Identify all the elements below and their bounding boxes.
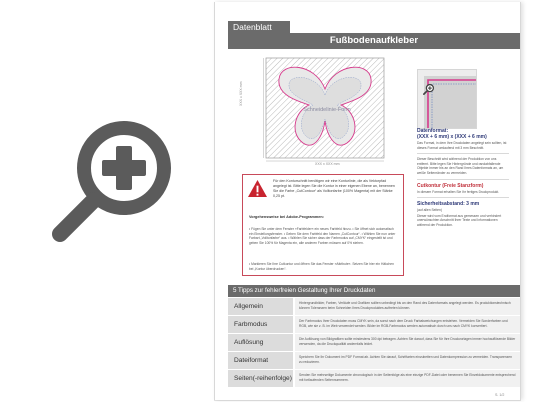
tips-heading: 5 Tipps zur fehlerfreien Gestaltung Ihrer Druckdaten [228,285,520,297]
warning-steps: • Fügen Sie unter dem Fenster »Farbfelder« ein neues Farbfeld hinzu. • Sie öffnet sich automatisch ein Einstellungsfenster. • Geben Sie dem Farbfeld den Namen „CutContour“. • Wählen Sie nun unter Farbart „Volltonfarbe“ aus. • Wählen Sie sicher dass der Farbmodus auf „CMYK“ eingestellt ist und geben Sie 100% für Magenta ein, alle anderen Farben müssen auf 0% stehen. [249,227,396,246]
bleed-thumbnail [417,69,477,129]
tab-label: Datenblatt [228,21,290,33]
zoom-in-icon[interactable] [42,110,182,250]
page-number: S. 1/2 [495,393,505,397]
safety-title: Sicherheitsabstand: 3 mm [417,201,480,208]
bleed-text: Dieser Beschnitt wird während der Produktion von uns entfernt. Bitte legen Sie Hintergründe und randabfallende Objekte immer bis an den Rand Ihres Datenformats an, um weiße Seitenränder zu vermeiden. [417,157,504,175]
divider [417,179,509,180]
warning-footnote: • Markieren Sie Ihre Cutkontur und öffnen Sie das Fenster »Attribute«. Setzen Sie hier ein Häkchen bei „Kontur überdrucken“. [249,262,394,271]
divider [417,197,509,198]
safety-text: Dieser wird vom Endformat aus gemessen und verhindert unerwünschten Anschnitt Ihrer Texte und Informationen während der Produktion. [417,213,502,227]
tips-row [228,370,520,388]
tip-category: Auflösung [228,334,293,351]
dimension-side: XXX x XXX mm [239,81,243,106]
tip-category: Seiten(-reihenfolge) [228,370,293,387]
tip-text: Der Farbmodus Ihrer Druckdaten muss CMYK sein, da sonst nach dem Druck Farbabweichungen entstehen. Vermeiden Sie Sonderfarben und RGB, wie sie z. B. im Web verwendet werden. Bilder im RGB-Farbmodus werden automatisch durch uns nach CMYK konvertiert. [295,316,520,333]
format-formula: (XXX + 6 mm) x (XXX + 6 mm) [417,134,487,140]
zoom-small-icon[interactable] [422,83,435,96]
tip-text: Hintergrundbilder, Farben, Verläufe und Grafiken sollten unbedingt bis an den Rand des Datenformats angelegt werden. Es produktionstechnisch können Toleranzen beim Schneiden Ihres Druckproduktes auftreten können. [295,298,520,315]
cut-contour-text: In diesem Format erhalten Sie Ihr fertiges Druckprodukt. [417,189,500,194]
cut-contour-title: Cutkontur (Freie Stanzform) [417,182,484,189]
format-title: Datenformat: [417,128,449,134]
warning-icon [247,179,268,198]
datasheet-page [214,2,521,400]
tip-category: Allgemein [228,298,293,315]
warning-box [242,174,404,276]
safety-subtitle: (auf allen Seiten) [417,208,442,213]
format-info-column [417,128,509,228]
tips-row [228,352,520,370]
tips-row [228,298,520,316]
warning-lead-text: Für den Konturschnitt benötigen wir eine Konturlinie, die als Vektorpfad angelegt ist. Bitte legen Sie die Kontur in einer eigenen Ebene an, benennen Sie die Farbe „CutContour“ als Volltonfarbe (100% Magenta) mit der Stärke 0,25 pt. [273,179,395,198]
warning-subheading: Vorgehensweise bei Adobe-Programmen: [249,215,324,219]
dimension-bottom: XXX x XXX mm [315,162,340,166]
tips-row [228,316,520,334]
cut-shape-label: Schneidelinie-Form [303,107,351,113]
tips-row [228,334,520,352]
tip-text: Senden Sie mehrseitige Dokumente chronologisch in der Seitenfolge als eine einzige PDF-Datei oder benennen Sie Einzeldokumente entsprechend mit fortlaufenden Seitennummern. [295,370,520,387]
tip-text: Die Auflösung von Bildgrafiken sollte mindestens 300 dpi betragen. Achten Sie darauf, dass Sie für Ihre Druckvorlagen immer hochauflösende Bilder verwenden, da die Druckqualität andernfalls leidet. [295,334,520,351]
tip-text: Speichern Sie Ihr Dokument im PDF Format ab. Achten Sie darauf, Schriftarten einzubetten und Datenkompression zu vermeiden. Transparenzen zu reduzieren. [295,352,520,369]
divider [417,153,509,154]
tip-category: Farbmodus [228,316,293,333]
format-text: Das Format, in dem Ihre Druckdaten angelegt sein sollten, ist dieses Format umlaufend mit 3 mm Beschnitt. [417,141,507,150]
page-title: Fußbodenaufkleber [228,33,520,49]
tip-category: Dateiformat [228,352,293,369]
tips-table [228,298,520,388]
